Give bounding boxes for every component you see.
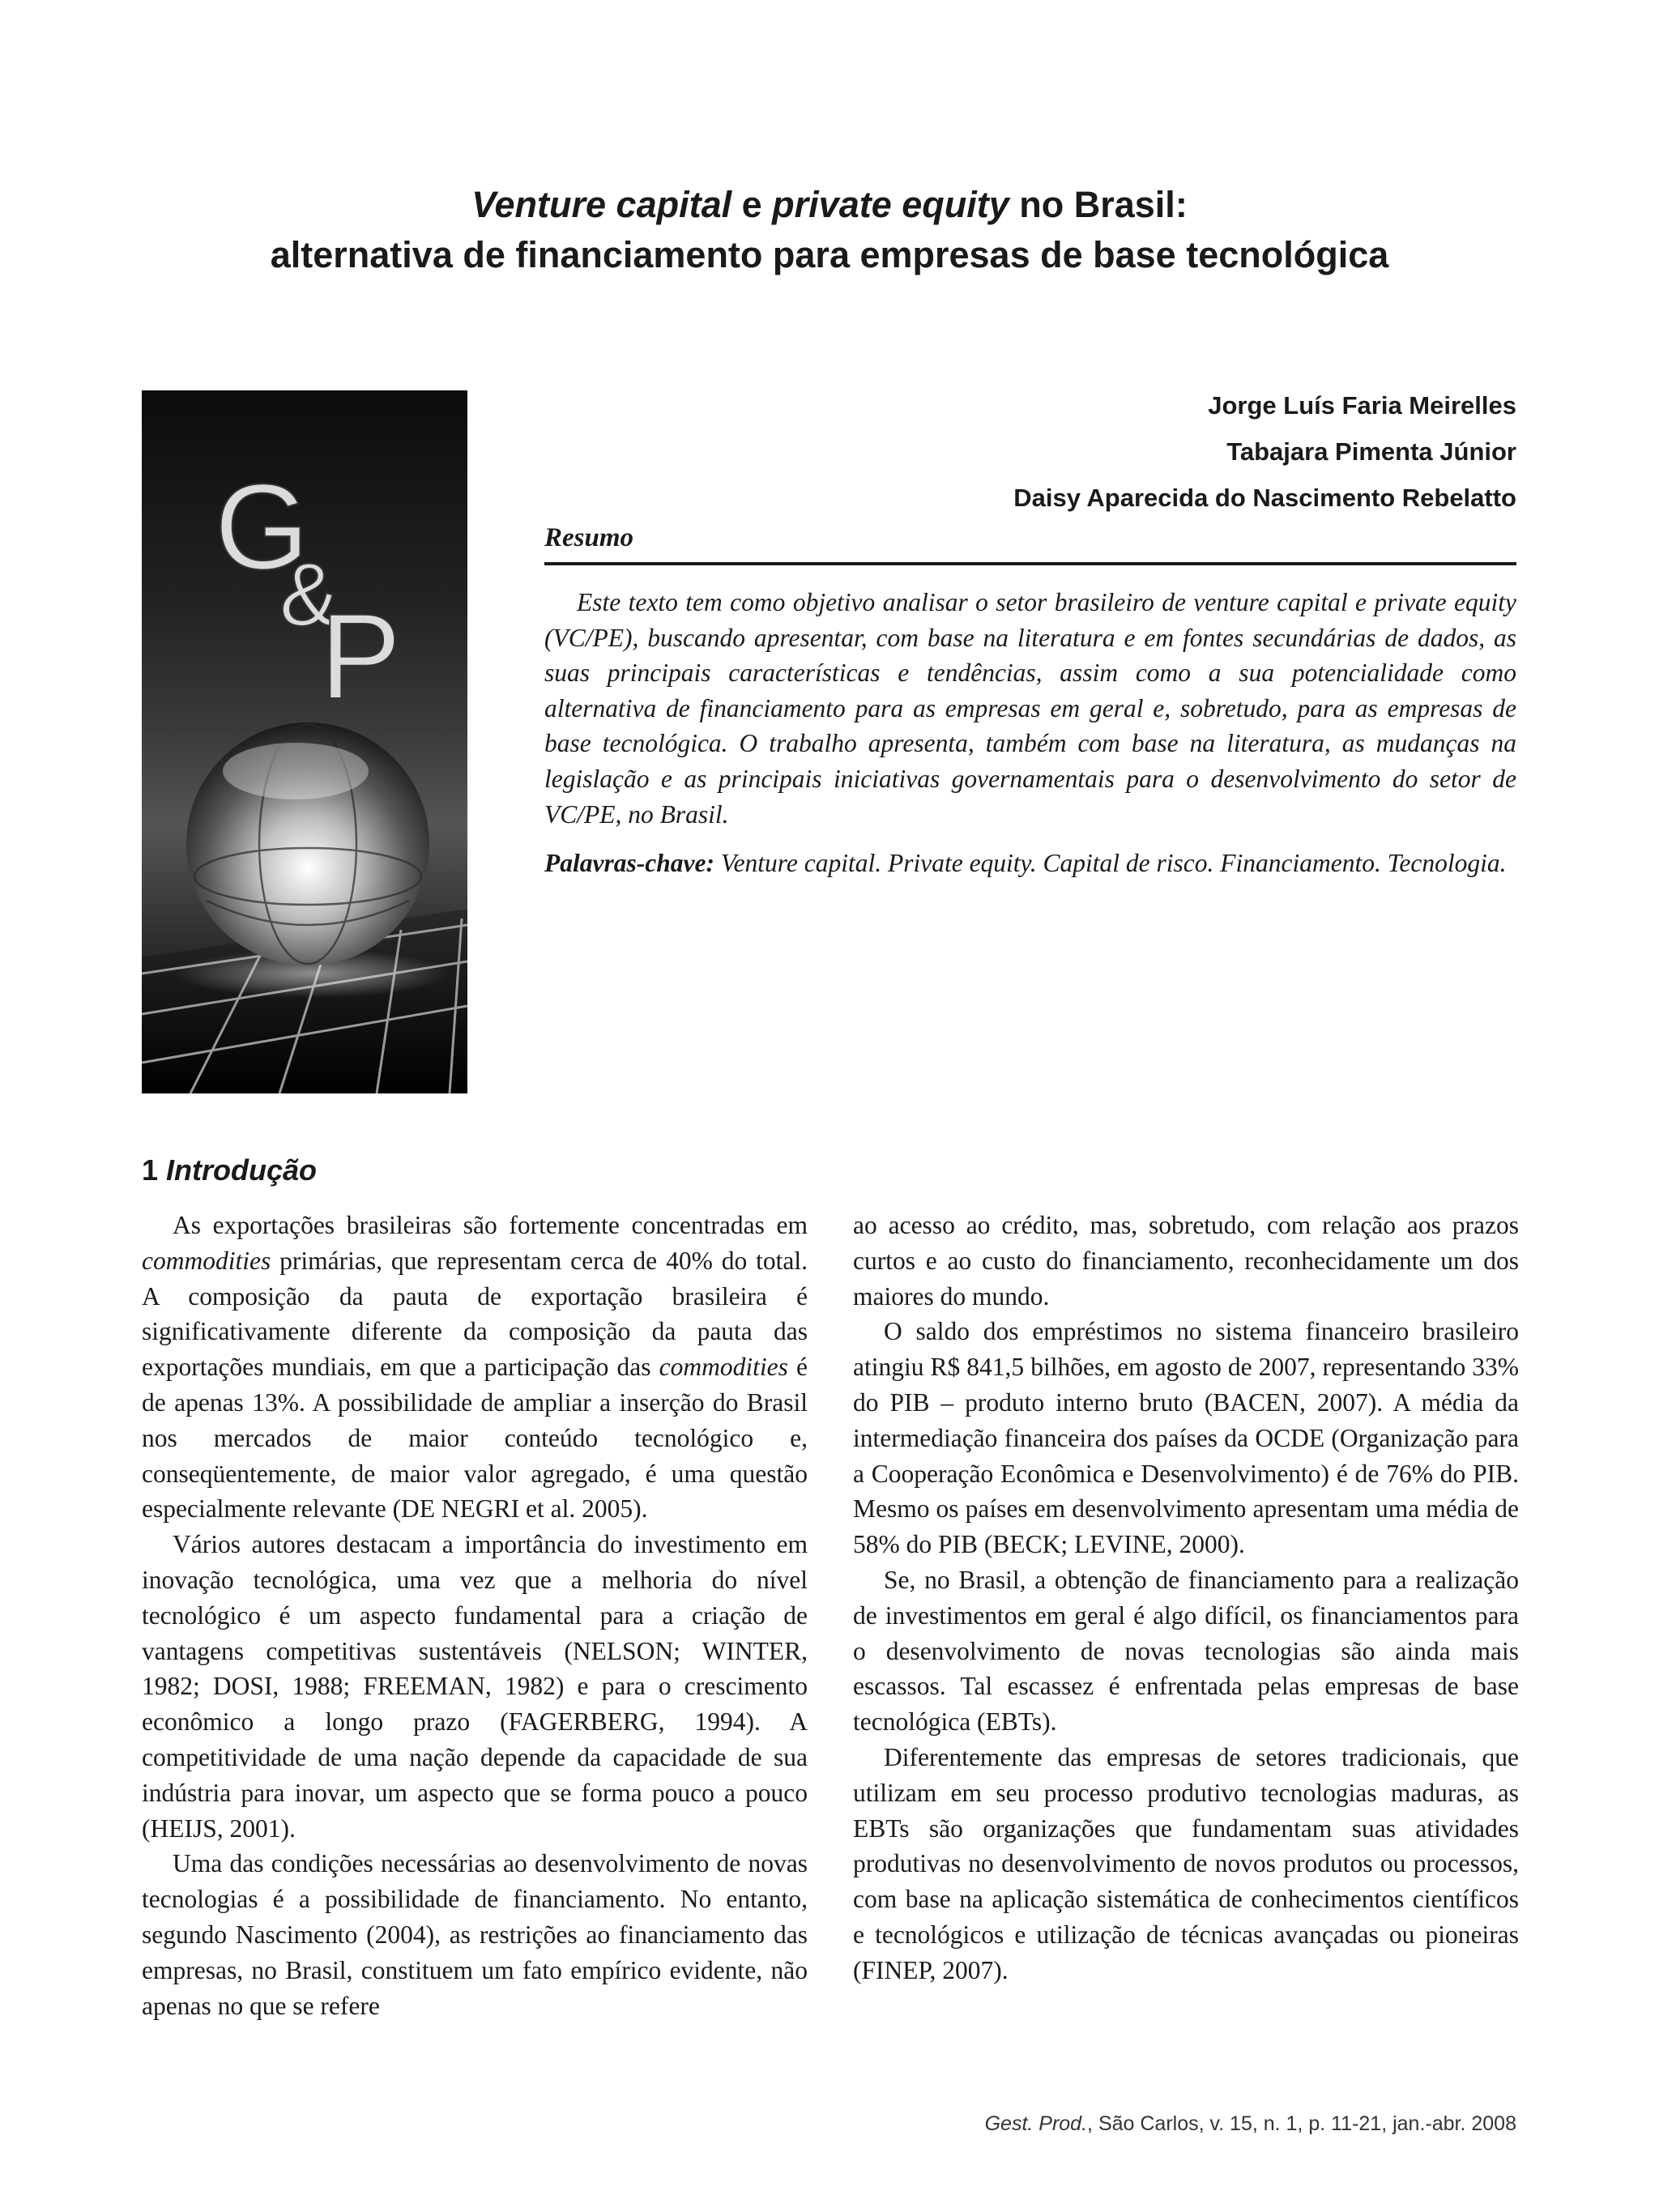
page-footer	[985, 2112, 1516, 2136]
journal-name: Gest. Prod.	[984, 2112, 1088, 2135]
paragraph: Diferentemente das empresas de setores tradicionais, que utilizam em seu processo produtivo tecnologias maduras, as EBTs são organizações que fundamentam suas atividades produtivas no desenvolvimento de novos produtos ou processos, com base na aplicação sistemática de conhecimentos científicos e tecnológicos e utilização de técnicas avançadas ou pioneiras (FINEP, 2007).	[853, 1742, 1519, 1984]
paragraph: Uma das condições necessárias ao desenvolvimento de novas tecnologias é a possibilidade de financiamento. No entanto, segundo Nascimento (2004), as restrições ao financiamento das empresas, no Brasil, constituem um fato empírico evidente, não apenas no que se refere	[142, 1849, 808, 2020]
svg-text:G: G	[215, 458, 309, 595]
svg-text:P: P	[320, 588, 402, 698]
journal-logo-panel	[142, 390, 467, 1093]
title-line-2: alternativa de financiamento para empresas de base tecnológica	[270, 234, 1389, 275]
paragraph: Se, no Brasil, a obtenção de financiamento para a realização de investimentos em geral é algo difícil, os financiamentos para o desenvolvimento de novas tecnologias são ainda mais escassos. Tal escassez é enfrentada pelas empresas de base tecnológica (EBTs).	[853, 1565, 1519, 1737]
abstract-text: Este texto tem como objetivo analisar o setor brasileiro de venture capital e private equity (VC/PE), buscando apresentar, com base na literatura e em fontes secundárias de dados, as suas principais características e tendências, assim como a sua potencialidade como alternativa de financiamento para as empresas em geral e, sobretudo, para as empresas de base tecnológica. O trabalho apresenta, também com base na literatura, as mudanças na legislação e as principais iniciativas governamentais para o desenvolvimento do setor de VC/PE, no Brasil.	[544, 588, 1516, 829]
keywords-list: Venture capital. Private equity. Capital de risco. Financiamento. Tecnologia.	[714, 849, 1507, 877]
section-heading	[142, 1153, 317, 1187]
article-title	[0, 180, 1659, 280]
right-column	[853, 1208, 1519, 1988]
abstract-divider	[544, 562, 1516, 565]
abstract-body	[544, 585, 1516, 832]
citation-details: , São Carlos, v. 15, n. 1, p. 11-21, jan.-abr. 2008	[1087, 2112, 1516, 2135]
section-number: 1	[142, 1153, 159, 1187]
author-list	[1013, 382, 1516, 521]
paragraph: ao acesso ao crédito, mas, sobretudo, com relação aos prazos curtos e ao custo do financiamento, reconhecidamente um dos maiores do mundo.	[853, 1211, 1519, 1311]
left-column	[142, 1208, 808, 2023]
title-line-1: Venture capital e private equity no Brasil:	[471, 184, 1188, 225]
gp-logo	[198, 455, 425, 698]
author-name: Tabajara Pimenta Júnior	[1226, 437, 1516, 466]
paragraph: Vários autores destacam a importância do investimento em inovação tecnológica, uma vez que a melhoria do nível tecnológico é um aspecto fundamental para a criação de vantagens competitivas sustentáveis (NELSON; WINTER, 1982; DOSI, 1988; FREEMAN, 1982) e para o crescimento econômico a longo prazo (FAGERBERG, 1994). A competitividade de uma nação depende da capacidade de sua indústria para inovar, um aspecto que se forma pouco a pouco (HEIJS, 2001).	[142, 1530, 808, 1843]
author-name: Daisy Aparecida do Nascimento Rebelatto	[1013, 484, 1516, 512]
keywords-label: Palavras-chave:	[544, 849, 714, 877]
section-title: Introdução	[166, 1153, 318, 1187]
paragraph: As exportações brasileiras são fortemente concentradas em commodities primárias, que representam cerca de 40% do total. A composição da pauta de exportação brasileira é significativamente diferente da composição da pauta das exportações mundiais, em que a participação das commodities é de apenas 13%. A possibilidade de ampliar a inserção do Brasil nos mercados de maior conteúdo tecnológico e, conseqüentemente, de maior valor agregado, é uma questão especialmente relevante (DE NEGRI et al. 2005).	[142, 1211, 808, 1524]
abstract-heading: Resumo	[544, 523, 634, 552]
paragraph: O saldo dos empréstimos no sistema financeiro brasileiro atingiu R$ 841,5 bilhões, em agosto de 2007, representando 33% do PIB – produto interno bruto (BACEN, 2007). A média da intermediação financeira dos países da OCDE (Organização para a Cooperação Econômica e Desenvolvimento) é de 76% do PIB. Mesmo os países em desenvolvimento apresentam uma média de 58% do PIB (BECK; LEVINE, 2000).	[853, 1317, 1519, 1559]
author-name: Jorge Luís Faria Meirelles	[1208, 391, 1516, 420]
svg-text:&: &	[279, 545, 339, 645]
keywords	[544, 846, 1516, 881]
